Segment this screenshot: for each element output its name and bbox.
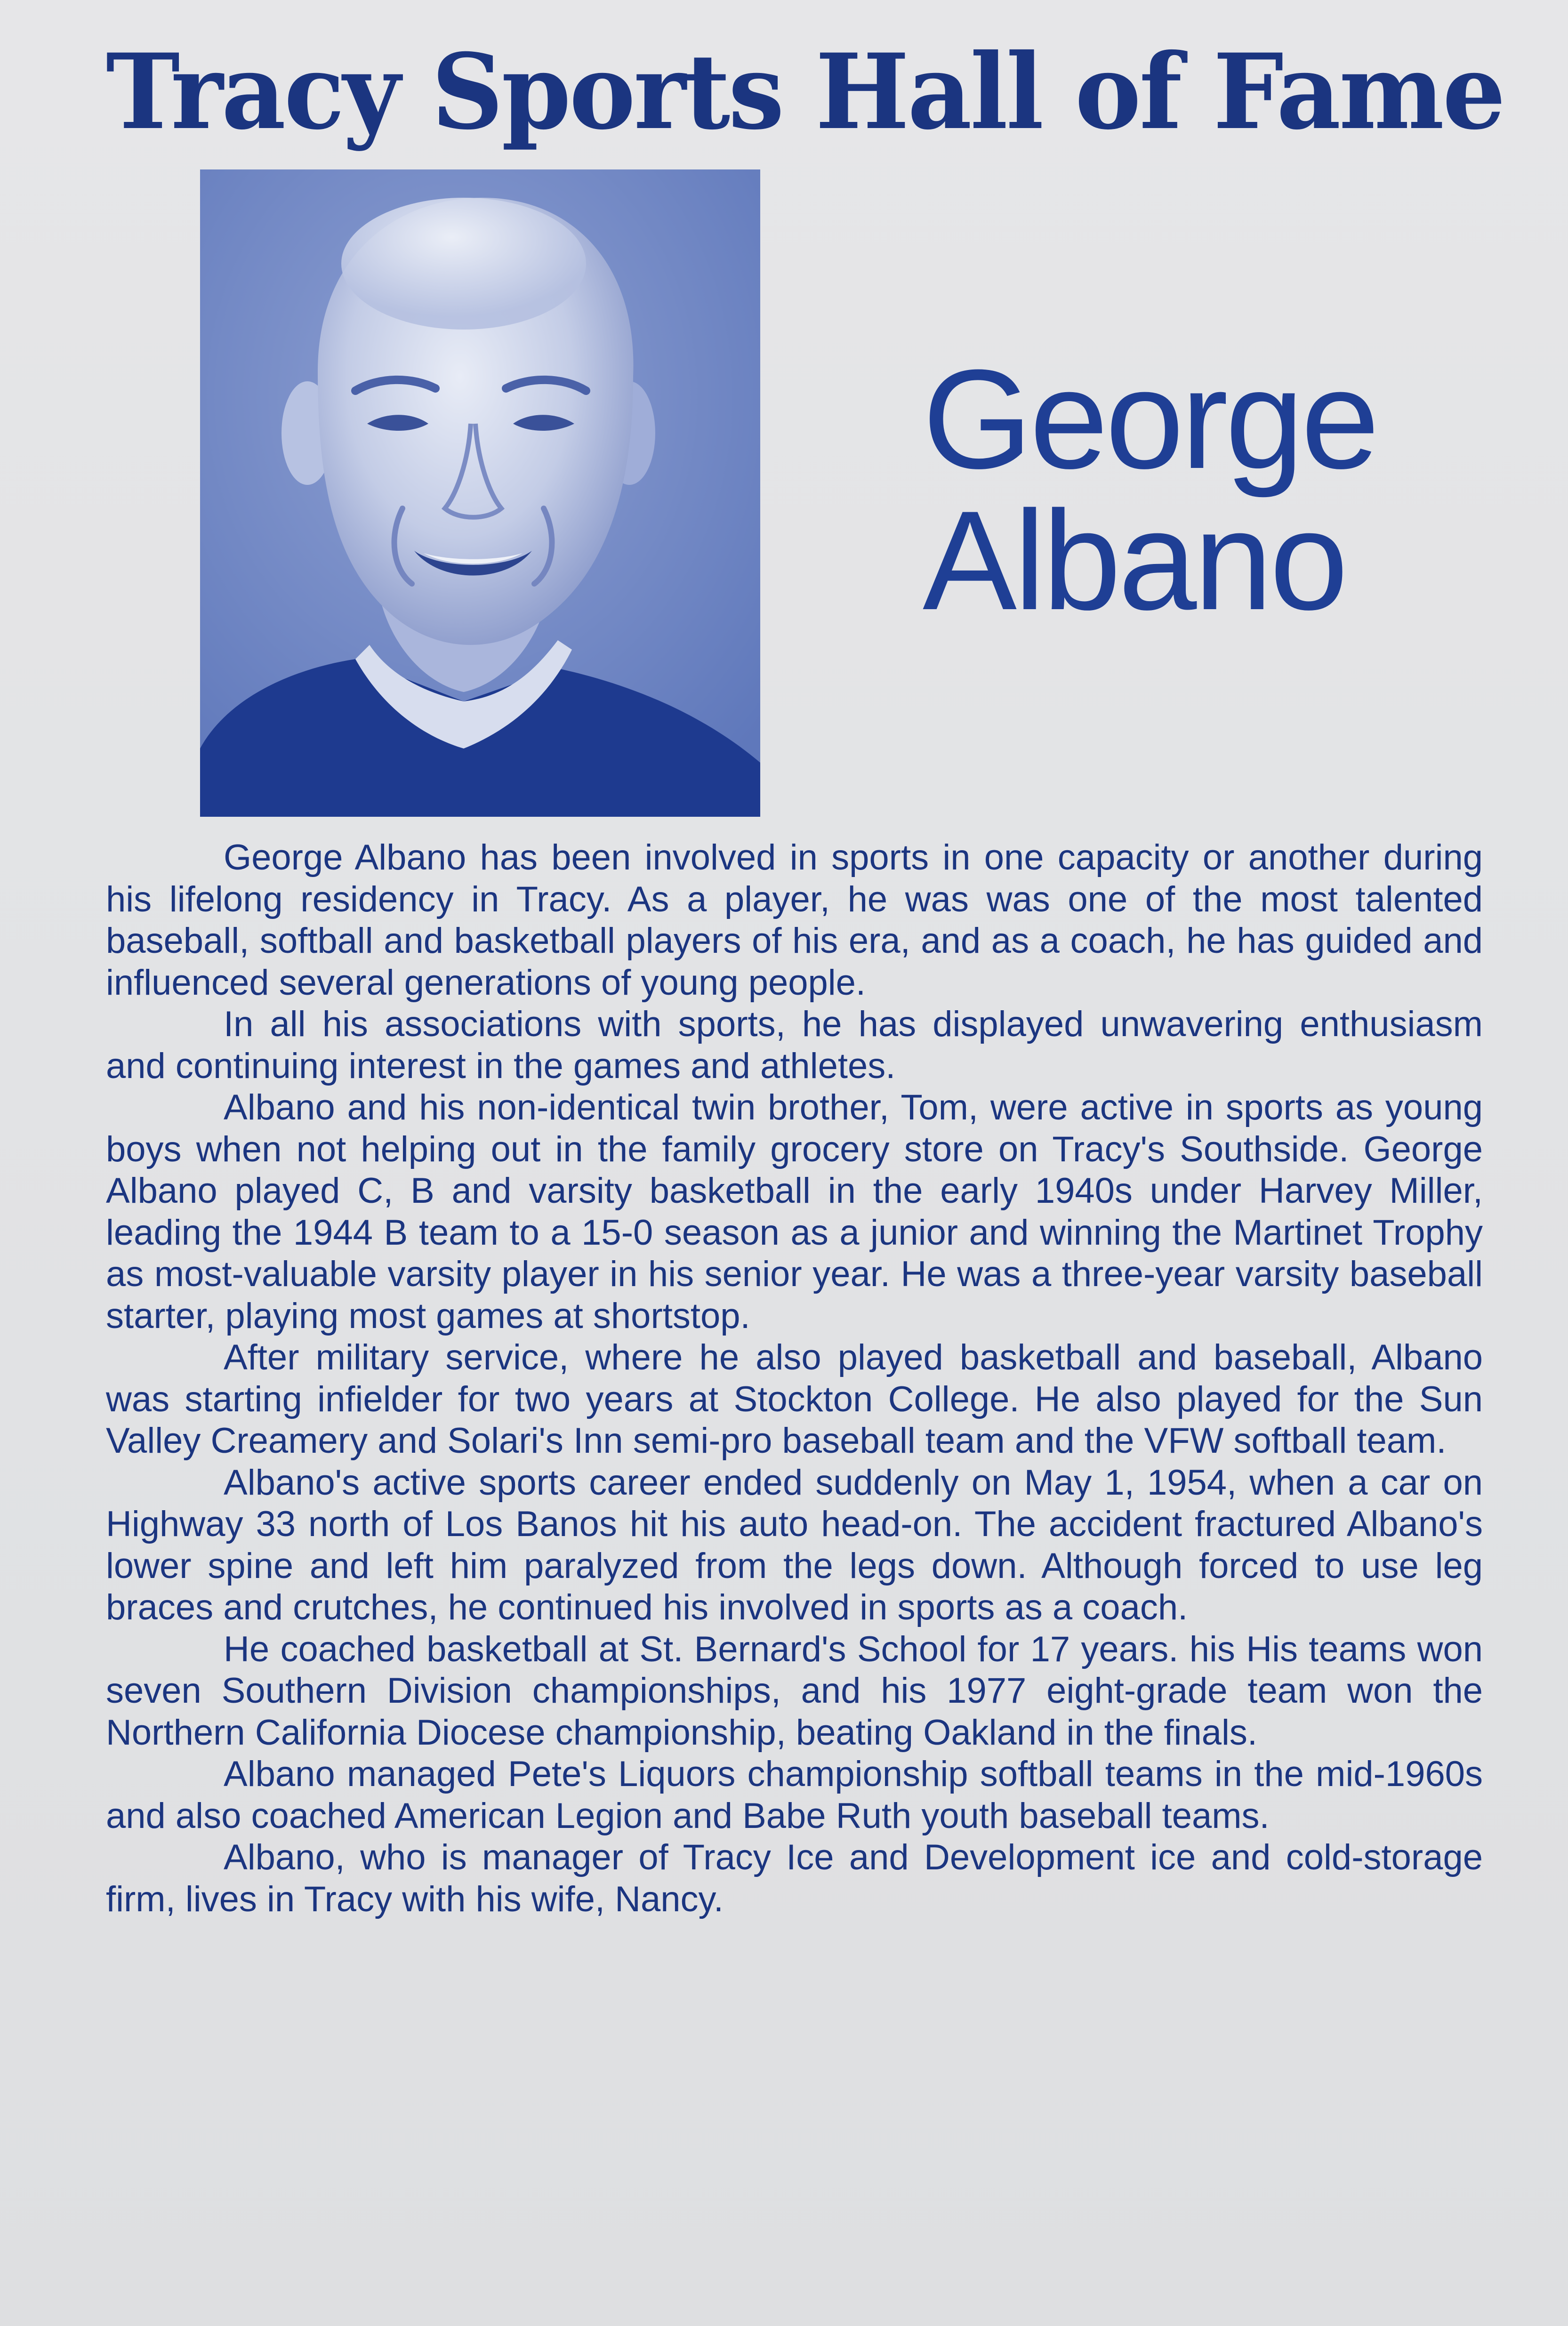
bio-paragraph: Albano managed Pete's Liquors championship softball teams in the mid-1960s and also coached American Legion and Babe Ruth youth baseball teams. <box>106 1754 1483 1836</box>
page-title: Tracy Sports Hall of Fame <box>106 31 1504 153</box>
bio-paragraph: Albano's active sports career ended suddenly on May 1, 1954, when a car on Highway 33 north of Los Banos hit his auto head-on. The accident fractured Albano's lower spine and left him paralyzed from the legs down. Although forced to use leg braces and crutches, he continued his involved in sports as a coach. <box>106 1462 1483 1627</box>
bio-paragraph: Albano, who is manager of Tracy Ice and Development ice and cold-storage firm, lives in Tracy with his wife, Nancy. <box>106 1837 1483 1919</box>
portrait-icon <box>200 169 760 817</box>
portrait-photo <box>200 169 760 817</box>
bio-paragraph: George Albano has been involved in sports in one capacity or another during his lifelong residency in Tracy. As a player, he was was one of the most talented baseball, softball and basketball players of his era, and as a coach, he has guided and influenced several generations of young people. <box>106 837 1483 1003</box>
biography <box>106 837 1483 1920</box>
bio-paragraph: In all his associations with sports, he has displayed unwavering enthusiasm and continuing interest in the games and athletes. <box>106 1004 1483 1086</box>
inductee-first-name: George <box>923 340 1377 498</box>
bio-paragraph: He coached basketball at St. Bernard's School for 17 years. his His teams won seven Southern Division championships, and his 1977 eight-grade team won the Northern California Diocese championship, beating Oakland in the finals. <box>106 1629 1483 1753</box>
bio-paragraph: Albano and his non-identical twin brother, Tom, were active in sports as young boys when not helping out in the family grocery store on Tracy's Southside. George Albano played C, B and varsity basketball in the early 1940s under Harvey Miller, leading the 1944 B team to a 15-0 season as a junior and winning the Martinet Trophy as most-valuable varsity player in his senior year. He was a three-year varsity baseball starter, playing most games at shortstop. <box>106 1087 1483 1336</box>
inductee-name <box>923 340 1377 639</box>
bio-paragraph: After military service, where he also played basketball and baseball, Albano was starting infielder for two years at Stockton College. He also played for the Sun Valley Creamery and Solari's Inn semi-pro baseball team and the VFW softball team. <box>106 1337 1483 1461</box>
inductee-last-name: Albano <box>923 481 1346 639</box>
